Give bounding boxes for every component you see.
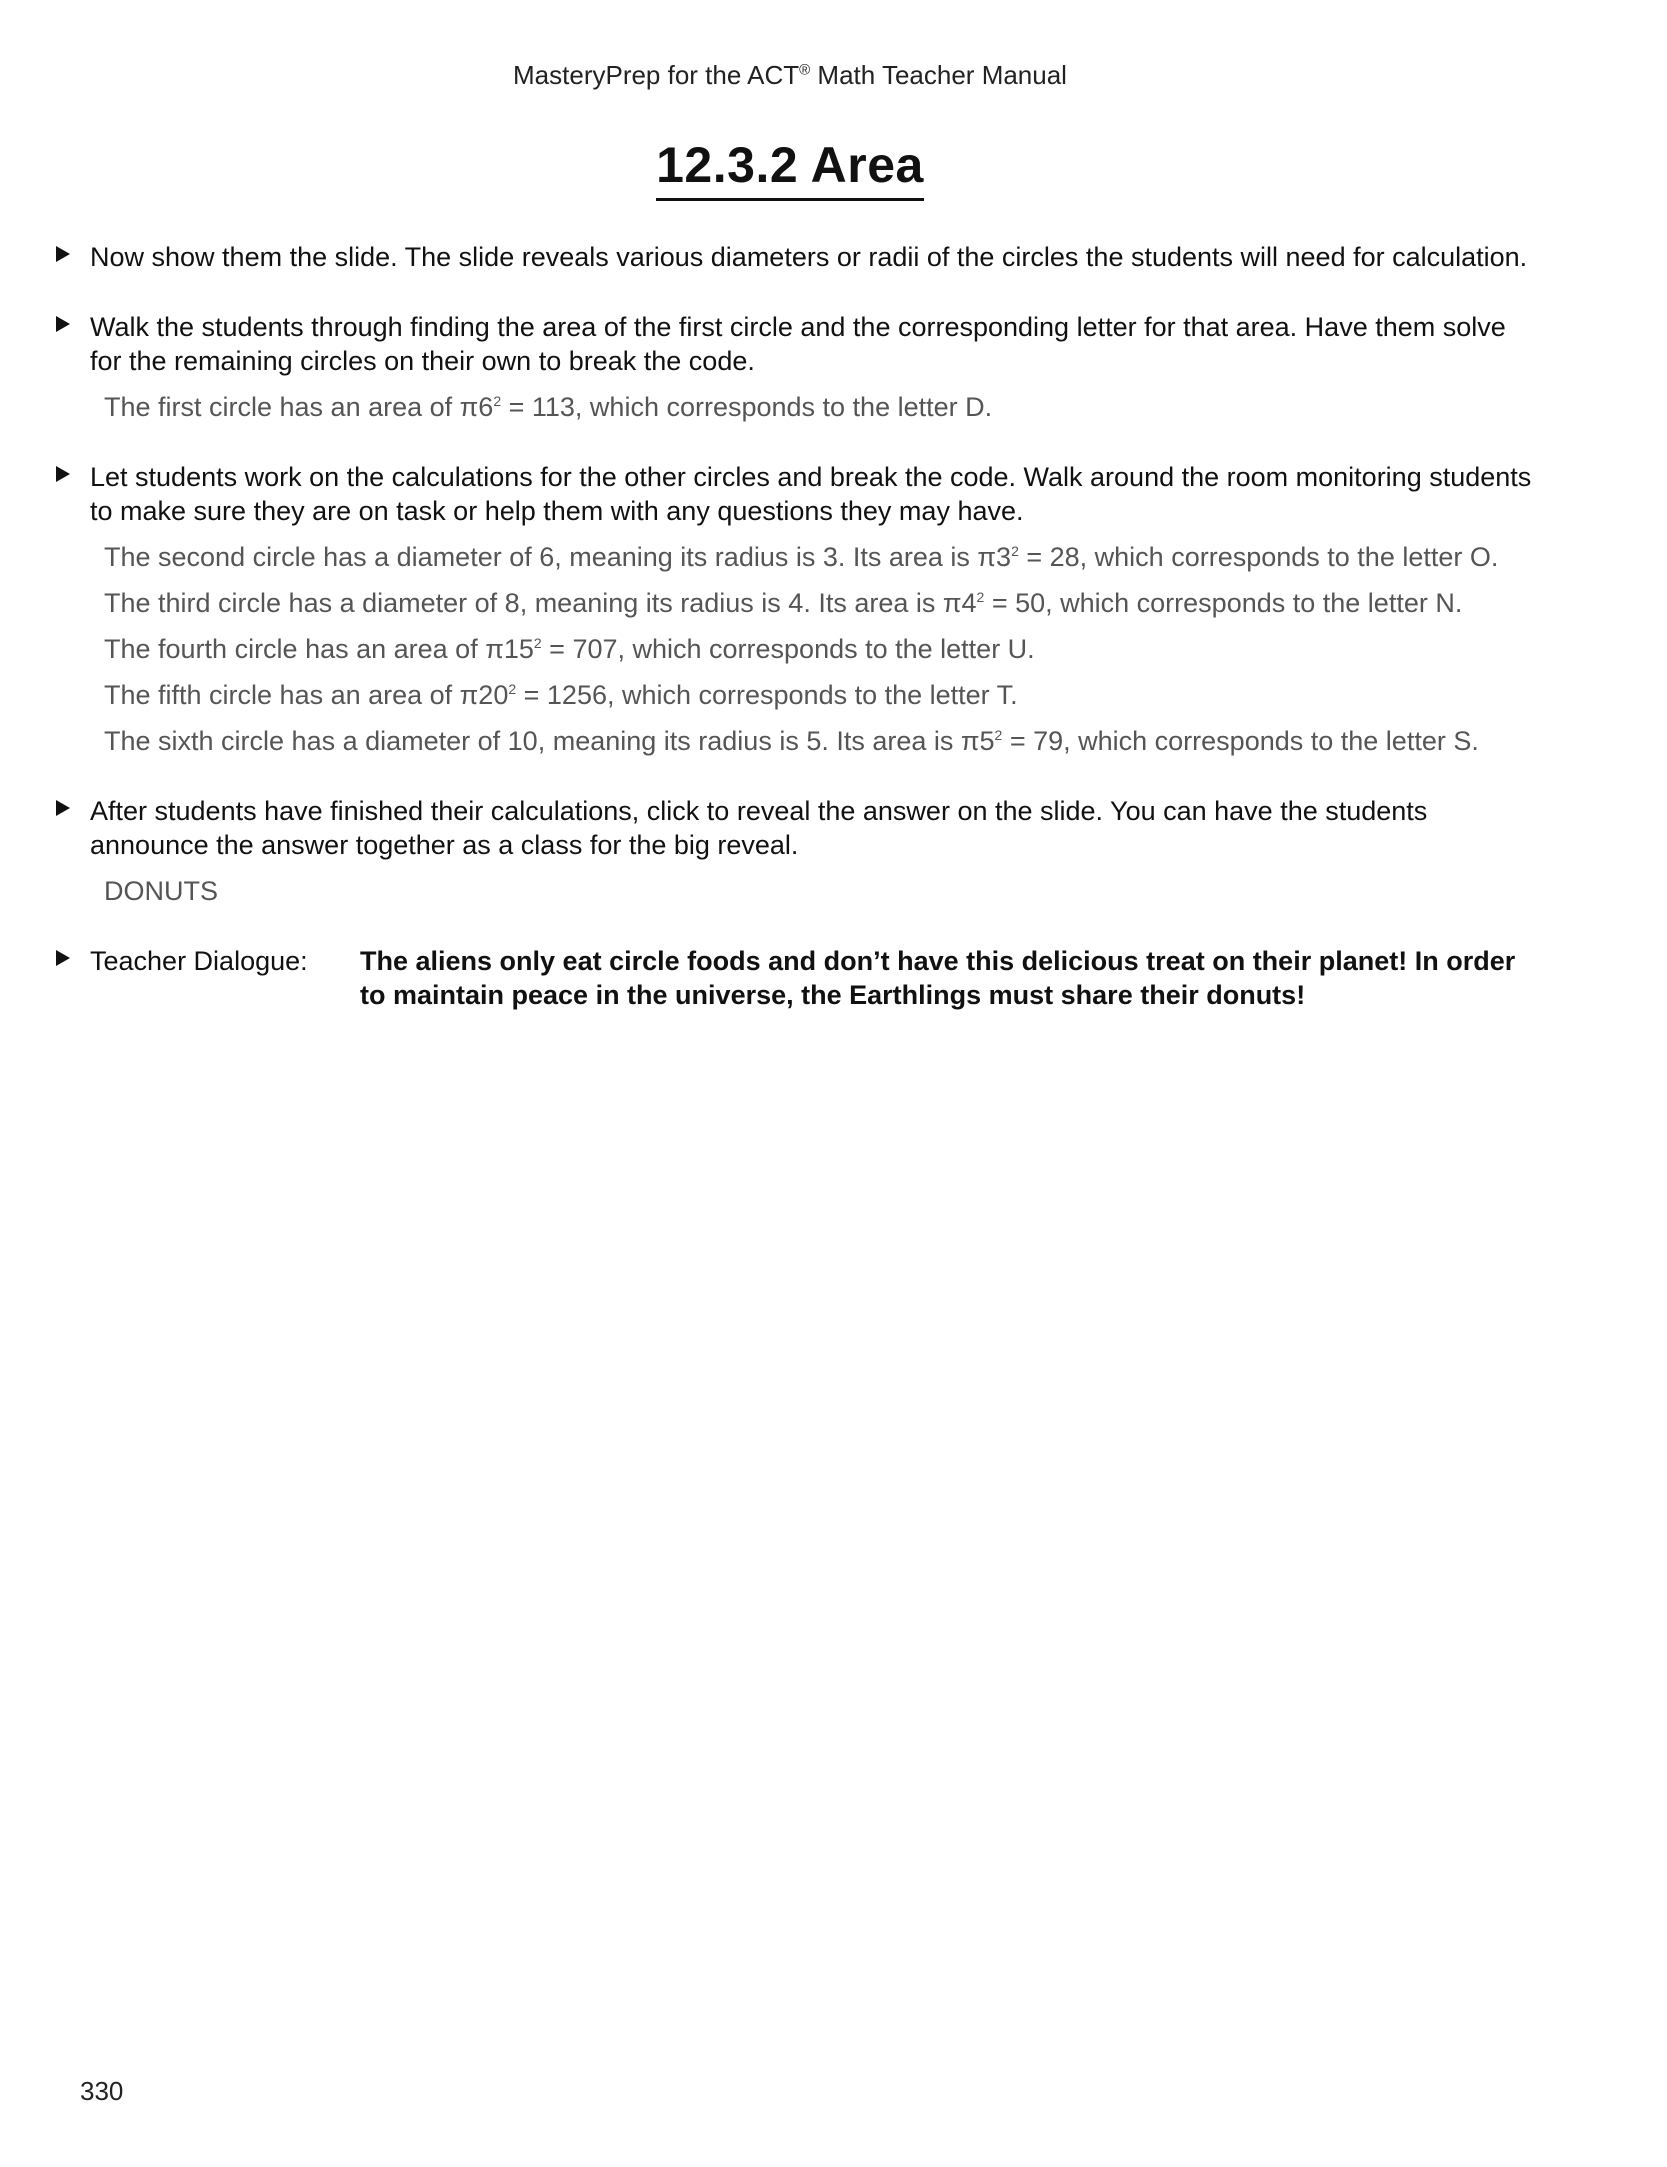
- bullet-teacher-dialogue: [52, 944, 1532, 1012]
- answer-text-pre: The first circle has an area of π6: [104, 392, 494, 422]
- answer-final-word: DONUTS: [104, 876, 218, 906]
- page-title: 12.3.2 Area: [656, 136, 924, 201]
- bullet-text: Now show them the slide. The slide reveals various diameters or radii of the circles the students will need for calculation.: [90, 242, 1528, 272]
- dialogue-label: Teacher Dialogue:: [90, 946, 308, 976]
- answer-text-post: = 1256, which corresponds to the letter T.: [516, 680, 1018, 710]
- bullet-reveal-answer: [52, 794, 1532, 908]
- answer-second-circle: [90, 540, 1532, 574]
- triangle-bullet-icon: [56, 466, 70, 482]
- header-title-suffix: Math Teacher Manual: [810, 60, 1067, 90]
- bullet-show-slide: [52, 240, 1532, 274]
- answer-exponent: 2: [508, 681, 517, 697]
- title-wrap: [0, 136, 1580, 201]
- answer-exponent: 2: [533, 635, 542, 651]
- answer-text-pre: The third circle has a diameter of 8, meaning its radius is 4. Its area is π4: [104, 588, 977, 618]
- answer-text-post: = 113, which corresponds to the letter D.: [501, 392, 993, 422]
- triangle-bullet-icon: [56, 316, 70, 332]
- dialogue-row: [90, 944, 1532, 1012]
- header-title-prefix: MasteryPrep for the ACT: [513, 60, 800, 90]
- triangle-bullet-icon: [56, 800, 70, 816]
- content: [52, 240, 1532, 1048]
- answer-fourth-circle: [90, 632, 1532, 666]
- triangle-bullet-icon: [56, 950, 70, 966]
- bullet-first-circle: [52, 310, 1532, 424]
- running-header: [0, 60, 1580, 91]
- answer-text-pre: The fourth circle has an area of π15: [104, 634, 534, 664]
- answer-first-circle: [90, 390, 1532, 424]
- page-number: 330: [80, 2076, 124, 2106]
- bullet-text: Let students work on the calculations for the other circles and break the code. Walk around the room monitoring students to make sure they are on task or help them with any questions they may have.: [90, 462, 1532, 526]
- answer-text-pre: The sixth circle has a diameter of 10, meaning its radius is 5. Its area is π5: [104, 726, 995, 756]
- answer-text-post: = 28, which corresponds to the letter O.: [1018, 542, 1499, 572]
- answer-text-pre: The second circle has a diameter of 6, meaning its radius is 3. Its area is π3: [104, 542, 1012, 572]
- bullet-text: After students have finished their calculations, click to reveal the answer on the slide. You can have the students announce the answer together as a class for the big reveal.: [90, 796, 1428, 860]
- answer-text-post: = 50, which corresponds to the letter N.: [984, 588, 1463, 618]
- answer-third-circle: [90, 586, 1532, 620]
- triangle-bullet-icon: [56, 246, 70, 262]
- answer-exponent: 2: [994, 727, 1003, 743]
- answer-text-pre: The fifth circle has an area of π20: [104, 680, 509, 710]
- bullet-other-circles: [52, 460, 1532, 758]
- answer-exponent: 2: [1011, 543, 1019, 559]
- bullet-text: Walk the students through finding the area of the first circle and the corresponding letter for that area. Have them solve for the remaining circles on their own to break the code.: [90, 312, 1506, 376]
- answer-fifth-circle: [90, 678, 1532, 712]
- answer-exponent: 2: [493, 393, 502, 409]
- registered-mark: ®: [799, 61, 811, 79]
- dialogue-text: The aliens only eat circle foods and don’t have this delicious treat on their planet! In order to maintain peace in the universe, the Earthlings must share their donuts!: [360, 946, 1516, 1010]
- answer-text-post: = 707, which corresponds to the letter U.: [541, 634, 1035, 664]
- answer-sixth-circle: [90, 724, 1532, 758]
- answer-exponent: 2: [976, 589, 985, 605]
- answer-text-post: = 79, which corresponds to the letter S.: [1002, 726, 1479, 756]
